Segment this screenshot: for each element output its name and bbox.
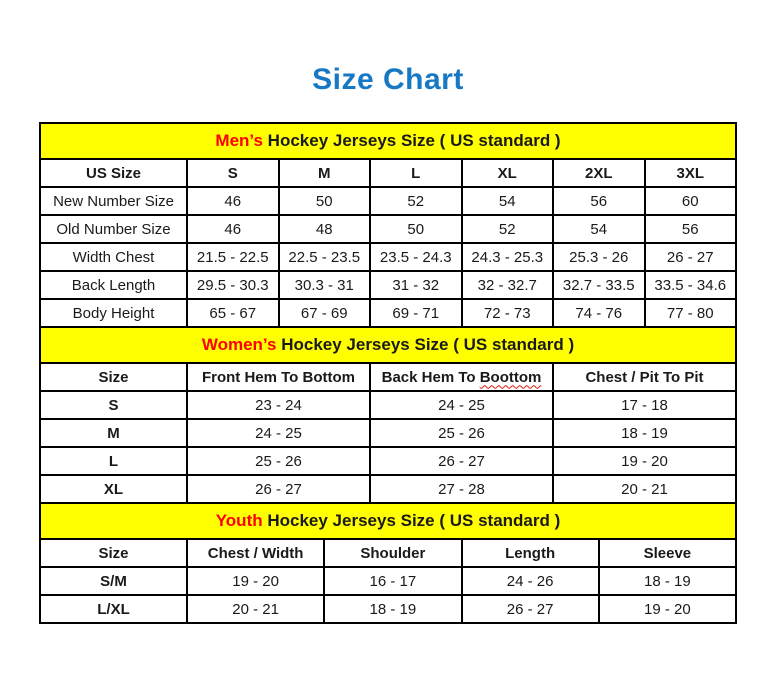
table-row [40,567,736,595]
size-cell: 20 - 21 [187,595,324,623]
row-label: S [40,391,187,419]
column-header: Size [40,539,187,567]
size-cell: 52 [370,187,462,215]
column-header: US Size [40,159,187,187]
size-cell: 22.5 - 23.5 [279,243,371,271]
table-row [40,419,736,447]
size-cell: 20 - 21 [553,475,736,503]
column-header: 3XL [645,159,737,187]
size-cell: 25.3 - 26 [553,243,645,271]
size-cell: 56 [553,187,645,215]
womens-title-text: Hockey Jerseys Size ( US standard ) [276,335,575,354]
womens-header-row [40,363,736,391]
size-cell: 17 - 18 [553,391,736,419]
mens-section-band [40,123,736,159]
table-row [40,447,736,475]
mens-size-table [39,122,737,328]
row-label: L/XL [40,595,187,623]
size-cell: 29.5 - 30.3 [187,271,279,299]
size-cell: 18 - 19 [324,595,461,623]
size-cell: 19 - 20 [553,447,736,475]
row-label: Width Chest [40,243,187,271]
row-label: Back Length [40,271,187,299]
column-header: Sleeve [599,539,736,567]
size-cell: 26 - 27 [645,243,737,271]
table-row [40,271,736,299]
size-cell: 50 [370,215,462,243]
size-cell: 26 - 27 [370,447,553,475]
size-cell: 52 [462,215,554,243]
column-header: S [187,159,279,187]
column-header [370,363,553,391]
size-cell: 72 - 73 [462,299,554,327]
row-label: M [40,419,187,447]
column-header: M [279,159,371,187]
table-row [40,187,736,215]
column-header: XL [462,159,554,187]
column-header: 2XL [553,159,645,187]
size-cell: 65 - 67 [187,299,279,327]
size-cell: 25 - 26 [187,447,370,475]
page-title: Size Chart [312,63,464,96]
size-cell: 18 - 19 [553,419,736,447]
size-cell: 56 [645,215,737,243]
size-cell: 31 - 32 [370,271,462,299]
size-cell: 54 [462,187,554,215]
youth-title-accent: Youth [215,511,263,530]
size-cell: 60 [645,187,737,215]
mens-section-title [40,123,736,159]
row-label: Body Height [40,299,187,327]
column-header: L [370,159,462,187]
size-cell: 50 [279,187,371,215]
size-cell: 32.7 - 33.5 [553,271,645,299]
size-cell: 67 - 69 [279,299,371,327]
column-header: Front Hem To Bottom [187,363,370,391]
size-cell: 69 - 71 [370,299,462,327]
size-cell: 24.3 - 25.3 [462,243,554,271]
size-cell: 24 - 25 [370,391,553,419]
womens-section-title [40,327,736,363]
size-cell: 33.5 - 34.6 [645,271,737,299]
column-header: Size [40,363,187,391]
table-row [40,595,736,623]
column-header: Shoulder [324,539,461,567]
size-cell: 25 - 26 [370,419,553,447]
youth-size-table [39,502,737,624]
size-cell: 32 - 32.7 [462,271,554,299]
mens-title-accent: Men’s [215,131,263,150]
mens-title-text: Hockey Jerseys Size ( US standard ) [262,131,561,150]
size-cell: 21.5 - 22.5 [187,243,279,271]
size-cell: 54 [553,215,645,243]
table-row [40,243,736,271]
size-cell: 26 - 27 [187,475,370,503]
size-cell: 23 - 24 [187,391,370,419]
column-header: Length [462,539,599,567]
youth-title-text: Hockey Jerseys Size ( US standard ) [262,511,561,530]
size-cell: 16 - 17 [324,567,461,595]
size-cell: 26 - 27 [462,595,599,623]
size-cell: 48 [279,215,371,243]
size-cell: 27 - 28 [370,475,553,503]
column-header: Chest / Width [187,539,324,567]
womens-section-band [40,327,736,363]
mens-header-row [40,159,736,187]
size-cell: 46 [187,187,279,215]
table-row [40,391,736,419]
size-cell: 46 [187,215,279,243]
size-chart [39,122,737,624]
row-label: New Number Size [40,187,187,215]
back-hem-label: Back Hem To [381,368,480,386]
size-cell: 24 - 25 [187,419,370,447]
row-label: L [40,447,187,475]
table-row [40,215,736,243]
table-row [40,475,736,503]
row-label: Old Number Size [40,215,187,243]
youth-section-title [40,503,736,539]
womens-title-accent: Women’s [201,335,277,354]
misspelled-word: Boottom [479,368,542,386]
size-cell: 30.3 - 31 [279,271,371,299]
youth-section-band [40,503,736,539]
size-cell: 19 - 20 [599,595,736,623]
size-cell: 74 - 76 [553,299,645,327]
table-row [40,299,736,327]
size-cell: 19 - 20 [187,567,324,595]
youth-header-row [40,539,736,567]
column-header: Chest / Pit To Pit [553,363,736,391]
size-cell: 18 - 19 [599,567,736,595]
womens-size-table [39,326,737,504]
row-label: S/M [40,567,187,595]
size-cell: 77 - 80 [645,299,737,327]
size-cell: 23.5 - 24.3 [370,243,462,271]
size-cell: 24 - 26 [462,567,599,595]
row-label: XL [40,475,187,503]
